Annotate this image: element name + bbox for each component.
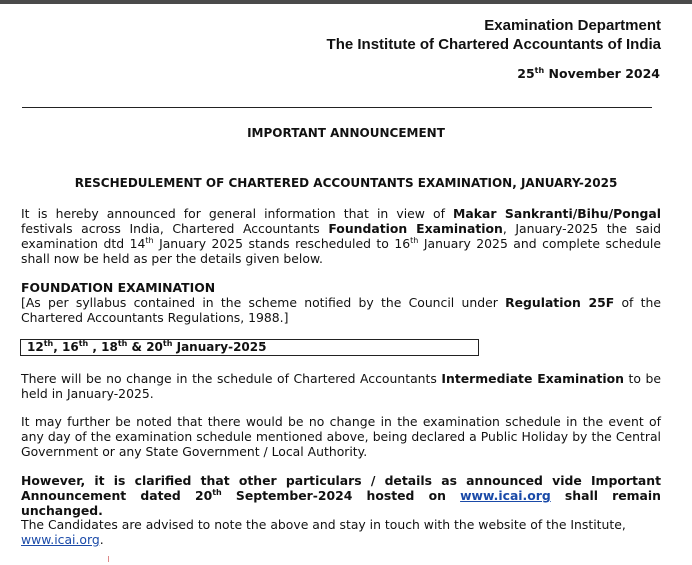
announcement-date: 25th November 2024	[517, 65, 660, 81]
page-mark	[108, 556, 109, 562]
department-name: Examination Department	[484, 17, 661, 34]
holiday-paragraph: It may further be noted that there would be no change in the examination schedule in the event of any day of the examination schedule mentioned above, being declared a Public Holiday by the Central Government or any State Government / Local Authority.	[21, 414, 661, 459]
divider	[22, 107, 652, 108]
intermediate-paragraph: There will be no change in the schedule of Chartered Accountants Intermediate Examination to be held in January-2025.	[21, 371, 661, 401]
announcement-subtitle: RESCHEDULEMENT OF CHARTERED ACCOUNTANTS EXAMINATION, JANUARY-2025	[74, 176, 618, 190]
clarification-paragraph: However, it is clarified that other particulars / details as announced vide Important Announcement dated 20th September-2024 hosted on www.icai.org shall remain unchanged.	[21, 473, 661, 518]
icai-link[interactable]: www.icai.org	[460, 488, 551, 503]
foundation-heading: FOUNDATION EXAMINATION	[21, 280, 216, 295]
announcement-title: IMPORTANT ANNOUNCEMENT	[247, 126, 445, 140]
foundation-note: [As per syllabus contained in the scheme notified by the Council under Regulation 25F of the Chartered Accountants Regulations, 1988.]	[21, 295, 661, 325]
top-border	[0, 0, 692, 4]
advice-paragraph: The Candidates are advised to note the above and stay in touch with the website of the Institute, www.icai.org.	[21, 517, 626, 547]
icai-website-link[interactable]: www.icai.org	[21, 532, 100, 547]
intro-paragraph: It is hereby announced for general information that in view of Makar Sankranti/Bihu/Pongal festivals across India, Chartered Accountants Foundation Examination, January-2025 the said examination dtd 14th January 2025 stands rescheduled to 16th January 2025 and complete schedule shall now be held as per the details given below.	[21, 206, 661, 266]
schedule-dates-box: 12th, 16th , 18th & 20th January-2025	[20, 339, 479, 356]
institute-name: The Institute of Chartered Accountants of India	[326, 36, 661, 53]
